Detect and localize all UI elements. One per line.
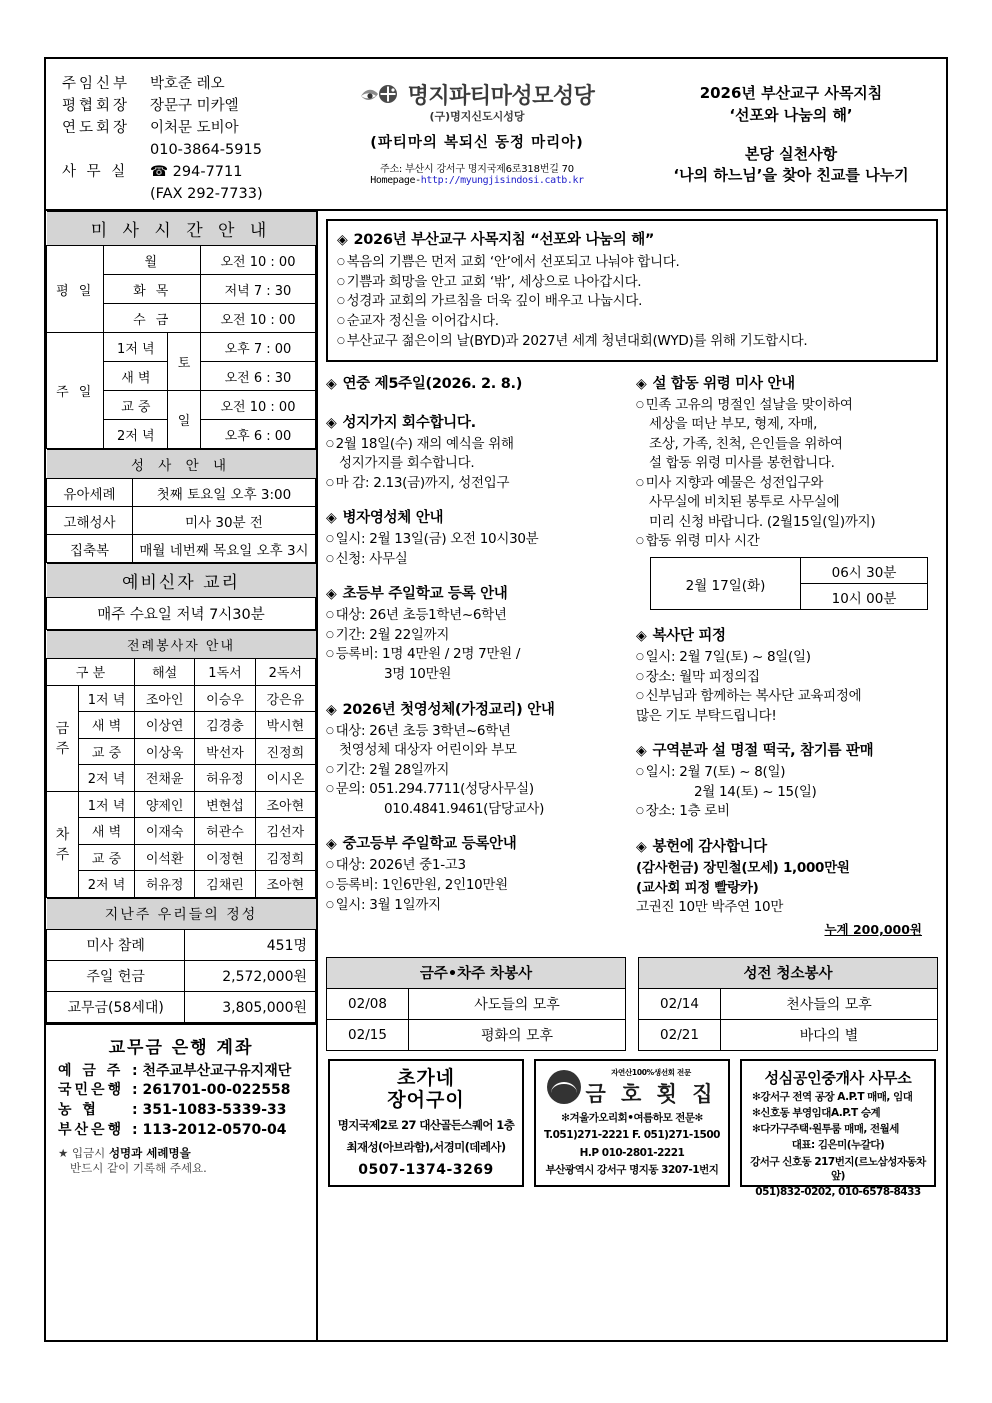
liturgy-commentator: 양제인 <box>135 791 195 818</box>
liturgy-mass-time: 새 벽 <box>79 818 135 845</box>
announcement-item: ○ 일시: 2월 13일(금) 오전 10시30분 <box>326 530 626 550</box>
bank-note-pre: 입금시 <box>71 1146 109 1160</box>
table-row <box>327 1019 626 1050</box>
sunday-mass-name: 교 중 <box>104 391 168 420</box>
table-row <box>47 712 316 739</box>
announcement-list <box>326 530 626 569</box>
table-header-row <box>47 659 316 686</box>
church-logo-row <box>318 79 636 110</box>
ad-service-1: ✻강서구 전역 공장 A.P.T 매매, 임대 <box>752 1090 913 1103</box>
liturgy-reader2: 진정희 <box>255 738 315 765</box>
ad-heading-group <box>585 1067 716 1108</box>
ad-seongsim[interactable] <box>740 1059 936 1199</box>
announcement-item: ○ 대상: 26년 초등1학년~6학년 <box>326 606 626 626</box>
main-content <box>318 211 946 1340</box>
section-title-row <box>47 450 316 479</box>
table-row <box>47 333 316 362</box>
parish-practice-line1: 본당 실천사항 <box>744 144 838 163</box>
liturgy-reader1: 박선자 <box>195 738 255 765</box>
donation-item: (교사회 피정 빨랑카) <box>636 879 759 896</box>
contact-value: 이처문 도비아 <box>150 120 239 137</box>
liturgy-reader2: 조아현 <box>255 791 315 818</box>
liturgy-reader2: 김정희 <box>255 844 315 871</box>
liturgy-col-reading2: 2독서 <box>255 659 315 686</box>
header-theme-block <box>636 59 946 209</box>
liturgy-col-division: 구 분 <box>47 659 135 686</box>
table-row <box>47 598 316 630</box>
liturgy-commentator: 허유정 <box>135 871 195 898</box>
ad-service-2: ✻신호동 부영임대A.P.T 승계 <box>752 1106 881 1119</box>
announcement-item: ○ 대상: 2026년 중1-고3 <box>326 856 626 876</box>
liturgy-reader1: 변현섭 <box>195 791 255 818</box>
donation-cumulative-value: 누계 200,000원 <box>824 921 922 937</box>
guideline-title: ◈ 2026년 부산교구 사목지침 “선포와 나눔의 해” <box>337 228 927 249</box>
weekday-time: 저녁 7 : 30 <box>200 275 315 304</box>
table-row <box>639 988 938 1019</box>
announcement-item: ○ 장소: 1층 로비 <box>636 802 936 822</box>
liturgy-mass-time: 1저 녁 <box>79 685 135 712</box>
announcement-item: 2월 14(토) ~ 15(일) <box>694 783 817 800</box>
service-date: 02/21 <box>639 1019 721 1050</box>
service-group: 사도들의 모후 <box>409 988 626 1019</box>
mass-schedule-title: 미 사 시 간 안 내 <box>47 212 316 246</box>
ad-geumho[interactable] <box>534 1059 730 1187</box>
liturgy-week-label: 차 주 <box>47 791 79 897</box>
announcement-item: 성지가지를 회수합니다. <box>339 455 475 472</box>
announcement-title: ◈ 복사단 피정 <box>636 624 936 645</box>
announcement-block-altar-server-retreat <box>636 624 936 726</box>
memorial-mass-time-table <box>650 557 928 610</box>
mobile-number: 010-3864-5915 <box>150 142 262 159</box>
guideline-list <box>337 253 927 352</box>
announcement-item: 많은 기도 부탁드립니다! <box>636 707 777 724</box>
contact-label: 평협회장 <box>62 98 131 115</box>
announcement-block-elementary-school <box>326 582 626 684</box>
diocese-theme-line1: 2026년 부산교구 사목지침 <box>699 84 883 102</box>
spacer <box>636 127 946 144</box>
table-header-row <box>639 957 938 988</box>
parish-practice-line2: ‘나의 하느님’을 찾아 친교를 나누기 <box>673 166 909 185</box>
diocese-guideline-box <box>326 219 938 362</box>
liturgy-reader1: 김채린 <box>195 871 255 898</box>
sacrament-detail: 매월 네번째 목요일 오후 3시 <box>133 535 316 563</box>
contact-label: 주임신부 <box>62 76 131 92</box>
contact-value: 장문구 미카엘 <box>150 98 239 115</box>
sacraments-table <box>46 449 316 563</box>
contact-row <box>62 73 318 95</box>
announcement-item: ○ 문의: 051.294.7711(성당사무실) <box>326 780 626 800</box>
memorial-mass-date: 2월 17일(화) <box>651 558 801 610</box>
offering-label: 주일 헌금 <box>47 960 185 991</box>
ad-service-3: ✻다가구주택·원투룸 매매, 전월세 <box>752 1123 899 1136</box>
offering-label: 교무금(58세대) <box>47 991 185 1022</box>
cleaning-service-table <box>638 957 938 1051</box>
sacrament-name: 유아세례 <box>47 479 133 507</box>
liturgy-commentator: 이석환 <box>135 844 195 871</box>
bank-account-box <box>46 1023 316 1176</box>
announcement-item: ○ 미사 지향과 예물은 성전입구와 <box>636 474 936 494</box>
announcement-title: ◈ 연중 제5주일(2026. 2. 8.) <box>326 372 626 393</box>
advertisement-row <box>318 1051 946 1199</box>
donation-cumulative <box>636 920 936 938</box>
weekday-time: 오전 10 : 00 <box>200 304 315 333</box>
bulletin-sheet <box>44 57 948 1342</box>
announcement-item: ○ 신부님과 함께하는 복사단 교육피정에 <box>636 687 936 707</box>
cleaning-service-title: 성전 청소봉사 <box>639 957 938 988</box>
guideline-item: ○ 순교자 정신을 이어갑시다. <box>337 312 927 332</box>
service-date: 02/14 <box>639 988 721 1019</box>
bulletin-header <box>46 59 946 211</box>
announcement-item: 010.4841.9461(담당교사) <box>384 800 545 817</box>
liturgy-commentator: 이상욱 <box>135 738 195 765</box>
ad-title: 금 호 횟 집 <box>585 1081 717 1106</box>
table-row <box>639 1019 938 1050</box>
announcement-title: ◈ 설 합동 위령 미사 안내 <box>636 372 936 393</box>
weekday-day: 수 금 <box>104 304 201 333</box>
announcement-item: ○ 일시: 3월 1일까지 <box>326 896 626 916</box>
saturday-label: 토 <box>168 333 201 391</box>
liturgy-reader2: 이시온 <box>255 765 315 792</box>
bank-row <box>46 1101 316 1121</box>
service-group: 바다의 별 <box>721 1019 938 1050</box>
liturgy-col-reading1: 1독서 <box>195 659 255 686</box>
church-address: 주소: 부산시 강서구 명지국제6로318번길 70 <box>380 164 574 175</box>
ad-address: 강서구 신호동 217번지(르노삼성자동차 앞) <box>750 1155 926 1182</box>
ad-title-line2: 장어구이 <box>387 1089 465 1112</box>
left-sidebar <box>46 211 318 1340</box>
liturgy-reader1: 김경충 <box>195 712 255 739</box>
liturgy-mass-time: 1저 녁 <box>79 791 135 818</box>
catechumen-table <box>46 563 316 630</box>
table-row <box>47 844 316 871</box>
announcement-item: 미리 신청 바랍니다. (2월15일(일)까지) <box>649 513 876 530</box>
announcement-item: ○ 2월 18일(수) 재의 예식을 위해 <box>326 435 626 455</box>
announcement-list <box>636 396 936 553</box>
announcement-title: ◈ 초등부 주일학교 등록 안내 <box>326 582 626 603</box>
announcement-block-sick-communion <box>326 506 626 569</box>
sunday-label-cell: 일 <box>168 391 201 449</box>
announcements-right-column <box>636 372 936 951</box>
donation-item: (감사헌금) 장민철(모세) 1,000만원 <box>636 859 850 876</box>
bank-row <box>46 1062 316 1082</box>
liturgy-reader1: 허유정 <box>195 765 255 792</box>
table-row <box>47 791 316 818</box>
guideline-item: ○ 성경과 교회의 가르침을 더욱 깊이 배우고 나눕시다. <box>337 292 927 312</box>
announcement-item: ○ 등록비: 1인6만원, 2인10만원 <box>326 876 626 896</box>
announcement-list <box>326 606 626 684</box>
office-label: 사 무 실 <box>62 164 129 181</box>
announcement-list <box>326 435 626 494</box>
announcement-item: 첫영성체 대상자 어린이와 부모 <box>339 742 517 759</box>
mass-schedule-table <box>46 211 316 449</box>
weekday-day: 월 <box>104 246 201 275</box>
guideline-item: ○ 부산교구 젊은이의 날(BYD)과 2027년 세계 청년대회(WYD)를 위해 기도합시다. <box>337 332 927 352</box>
announcement-item: 조상, 가족, 친척, 은인들을 위하여 <box>649 435 843 452</box>
church-former-name: (구)명지신도시성당 <box>429 110 525 123</box>
liturgy-commentator: 이상연 <box>135 712 195 739</box>
announcement-title: ◈ 봉헌에 감사합니다 <box>636 835 936 856</box>
service-date: 02/15 <box>327 1019 409 1050</box>
ad-title: 성심공인중개사 사무소 <box>764 1068 912 1087</box>
announcement-item: ○ 일시: 2월 7일(토) ~ 8일(일) <box>636 648 936 668</box>
sunday-mass-time: 오전 10 : 00 <box>200 391 315 420</box>
header-contact-block <box>46 59 318 209</box>
homepage-label: Homepage- <box>370 175 421 186</box>
table-header-row <box>327 957 626 988</box>
ad-logo-row <box>540 1067 724 1108</box>
contact-row <box>62 95 318 117</box>
tea-service-table <box>326 957 626 1051</box>
table-row <box>651 558 928 584</box>
bulletin-body <box>46 211 946 1340</box>
liturgy-mass-time: 2저 녁 <box>79 871 135 898</box>
announcement-title: ◈ 중고등부 주일학교 등록안내 <box>326 832 626 853</box>
liturgy-reader2: 박시현 <box>255 712 315 739</box>
service-group: 천사들의 모후 <box>721 988 938 1019</box>
announcement-block-palm <box>326 411 626 494</box>
star-icon: ★ <box>58 1146 69 1160</box>
announcements-columns <box>318 362 946 951</box>
table-row <box>47 738 316 765</box>
announcement-title: ◈ 성지가지 회수합니다. <box>326 411 626 432</box>
announcement-block-donations <box>636 835 936 938</box>
sunday-mass-name: 1저 녁 <box>104 333 168 362</box>
bank-note-emphasis: 성명과 세례명을 <box>108 1146 191 1160</box>
table-row <box>47 871 316 898</box>
announcement-block-first-communion <box>326 698 626 820</box>
liturgy-reader2: 조아현 <box>255 871 315 898</box>
announcement-item: 3명 10만원 <box>384 666 452 683</box>
ad-mobile: H.P 010-2801-2221 <box>579 1146 685 1159</box>
offering-label: 미사 참례 <box>47 929 185 960</box>
announcement-item: ○ 마 감: 2.13(금)까지, 성전입구 <box>326 474 626 494</box>
header-church-identity <box>318 59 636 209</box>
announcement-item: ○ 일시: 2월 7(토) ~ 8(일) <box>636 763 936 783</box>
office-fax: (FAX 292-7733) <box>150 186 263 203</box>
ad-tagline: 자연산100%생선회 전문 <box>611 1067 691 1077</box>
liturgy-commentator: 조아인 <box>135 685 195 712</box>
liturgy-reader1: 허관수 <box>195 818 255 845</box>
contact-row <box>62 117 318 139</box>
sacraments-title: 성 사 안 내 <box>47 450 316 479</box>
bank-label: 국민은행 <box>58 1082 125 1099</box>
church-name: 명지파티마성모성당 <box>407 84 595 109</box>
announcement-item: ○ 기간: 2월 22일까지 <box>326 626 626 646</box>
bank-note-post: 반드시 같이 기록해 주세요. <box>70 1160 207 1175</box>
announcement-list <box>636 648 936 726</box>
announcement-item: 설 합동 위령 미사를 봉헌합니다. <box>649 455 835 472</box>
sacrament-detail: 미사 30분 전 <box>133 507 316 535</box>
ad-phone: 0507-1374-3269 <box>358 1162 494 1179</box>
service-tables <box>318 951 946 1051</box>
sunday-mass-time: 오후 7 : 00 <box>200 333 315 362</box>
sunday-label: 주 일 <box>47 333 104 449</box>
announcement-item: 세상을 떠난 부모, 형제, 자매, <box>649 416 818 433</box>
sacrament-detail: 첫째 토요일 오후 3:00 <box>133 479 316 507</box>
announcement-block-memorial-mass <box>636 372 936 611</box>
section-title-row <box>47 898 316 929</box>
announcement-block-newyear-sale <box>636 739 936 822</box>
ad-title-line1: 초가네 <box>396 1066 456 1089</box>
liturgy-mass-time: 새 벽 <box>79 712 135 739</box>
liturgy-reader2: 김선자 <box>255 818 315 845</box>
announcement-item: ○ 신청: 사무실 <box>326 550 626 570</box>
church-motto: (파티마의 복되신 동정 마리아) <box>370 135 584 151</box>
ad-owner: 최재성(아브라함),서경미(데레사) <box>346 1140 506 1155</box>
bank-label: 부산은행 <box>58 1122 125 1139</box>
liturgy-reader1: 이승우 <box>195 685 255 712</box>
liturgy-mass-time: 교 중 <box>79 844 135 871</box>
weekday-time: 오전 10 : 00 <box>200 246 315 275</box>
offering-table <box>46 898 316 1023</box>
liturgy-reader1: 이정현 <box>195 844 255 871</box>
ad-specialty: ✻겨울가오리회•여름하모 전문✻ <box>561 1111 703 1124</box>
liturgy-reader2: 강은유 <box>255 685 315 712</box>
liturgy-mass-time: 2저 녁 <box>79 765 135 792</box>
announcement-title: ◈ 구역분과 설 명절 떡국, 참기름 판매 <box>636 739 936 760</box>
announcement-item: ○ 기간: 2월 28일까지 <box>326 761 626 781</box>
announcement-item: ○ 민족 고유의 명절인 설날을 맞이하여 <box>636 396 936 416</box>
bank-label: 농 협 <box>58 1102 99 1119</box>
table-row <box>47 960 316 991</box>
table-row <box>327 988 626 1019</box>
ad-address: 명지국제2로 27 대산골든스퀘어 1층 <box>337 1118 515 1133</box>
announcement-item: ○ 장소: 월막 피정의집 <box>636 668 936 688</box>
catechumen-schedule: 매주 수요일 저녁 7시30분 <box>47 598 316 630</box>
service-date: 02/08 <box>327 988 409 1019</box>
church-homepage <box>318 175 636 186</box>
announcement-list <box>636 763 936 822</box>
memorial-mass-time: 10시 00분 <box>801 584 928 610</box>
announcement-list <box>636 859 936 918</box>
sacrament-name: 집축복 <box>47 535 133 563</box>
sunday-mass-name: 새 벽 <box>104 362 168 391</box>
ad-chogane[interactable] <box>328 1059 524 1187</box>
bank-value: : 천주교부산교구유지재단 <box>132 1062 292 1079</box>
section-title-row <box>47 631 316 659</box>
table-row <box>47 535 316 563</box>
announcement-block-middle-high-school <box>326 832 626 915</box>
offering-value: 2,572,000원 <box>185 960 316 991</box>
offering-value: 3,805,000원 <box>185 991 316 1022</box>
table-row <box>47 685 316 712</box>
announcement-title: ◈ 병자영성체 안내 <box>326 506 626 527</box>
weekday-label: 평 일 <box>47 246 104 333</box>
table-row <box>47 246 316 275</box>
liturgy-commentator: 이재숙 <box>135 818 195 845</box>
liturgy-week-label: 금 주 <box>47 685 79 791</box>
office-row <box>62 161 318 183</box>
announcement-title: ◈ 2026년 첫영성체(가정교리) 안내 <box>326 698 626 719</box>
catechumen-title: 예비신자 교리 <box>47 564 316 598</box>
church-logo-icon <box>360 82 402 108</box>
memorial-mass-time: 06시 30분 <box>801 558 928 584</box>
section-title-row <box>47 212 316 246</box>
guideline-item: ○ 복음의 기쁨은 먼저 교회 ‘안’에서 선포되고 나눠야 합니다. <box>337 253 927 273</box>
ad-phone: 051)832-0202, 010-6578-8433 <box>755 1186 921 1199</box>
tea-service-title: 금주•차주 차봉사 <box>327 957 626 988</box>
announcement-item: 사무실에 비치된 봉투로 사무실에 <box>649 494 840 511</box>
diocese-theme-line2: ‘선포와 나눔의 해’ <box>729 105 853 124</box>
table-row <box>47 507 316 535</box>
contact-value: 박호준 레오 <box>150 76 225 92</box>
table-row <box>47 818 316 845</box>
homepage-url[interactable]: http://myungjisindosi.catb.kr <box>420 175 584 186</box>
contact-label: 연도회장 <box>62 120 131 137</box>
table-row <box>47 479 316 507</box>
bank-note <box>46 1146 316 1176</box>
liturgy-title: 전례봉사자 안내 <box>47 631 316 659</box>
liturgy-col-commentator: 해설 <box>135 659 195 686</box>
announcements-middle-column <box>326 372 626 951</box>
section-title-row <box>47 564 316 598</box>
table-row <box>47 991 316 1022</box>
table-row <box>47 929 316 960</box>
sunday-mass-time: 오전 6 : 30 <box>200 362 315 391</box>
bank-value: : 351-1083-5339-33 <box>132 1102 287 1119</box>
donation-item: 고권진 10만 박주연 10만 <box>636 899 784 916</box>
offering-value: 451명 <box>185 929 316 960</box>
liturgy-commentator: 전채윤 <box>135 765 195 792</box>
announcement-block-sunday <box>326 372 626 393</box>
ad-phone-fax: T.051)271-2221 F. 051)271-1500 <box>544 1129 720 1142</box>
announcement-item: ○ 합동 위령 미사 시간 <box>636 532 936 552</box>
bank-row <box>46 1081 316 1101</box>
bank-title: 교무금 은행 계좌 <box>108 1037 254 1058</box>
bank-value: : 261701-00-022558 <box>132 1082 291 1099</box>
bank-value: : 113-2012-0570-04 <box>132 1122 287 1139</box>
sunday-mass-name: 2저 녁 <box>104 420 168 449</box>
liturgy-mass-time: 교 중 <box>79 738 135 765</box>
service-group: 평화의 모후 <box>409 1019 626 1050</box>
bank-row <box>46 1121 316 1141</box>
sacrament-name: 고해성사 <box>47 507 133 535</box>
announcement-list <box>326 856 626 915</box>
ad-address: 부산광역시 강서구 명지동 3207-1번지 <box>545 1164 719 1177</box>
announcement-item: ○ 대상: 26년 초등 3학년~6학년 <box>326 722 626 742</box>
table-row <box>47 765 316 792</box>
announcement-item: ○ 등록비: 1명 4만원 / 2명 7만원 / <box>326 645 626 665</box>
liturgy-volunteers-table <box>46 630 316 898</box>
office-phone: ☎ 294-7711 <box>150 164 243 181</box>
offering-title: 지난주 우리들의 정성 <box>47 898 316 929</box>
guideline-item: ○ 기쁨과 희망을 안고 교회 ‘밖’, 세상으로 나아갑시다. <box>337 273 927 293</box>
ad-representative: 대표: 김은미(누갈다) <box>791 1139 885 1152</box>
bank-label: 예 금 주 <box>58 1062 124 1079</box>
sunday-mass-time: 오후 6 : 00 <box>200 420 315 449</box>
wave-logo-icon <box>547 1070 581 1104</box>
announcement-list <box>326 722 626 820</box>
weekday-day: 화 목 <box>104 275 201 304</box>
